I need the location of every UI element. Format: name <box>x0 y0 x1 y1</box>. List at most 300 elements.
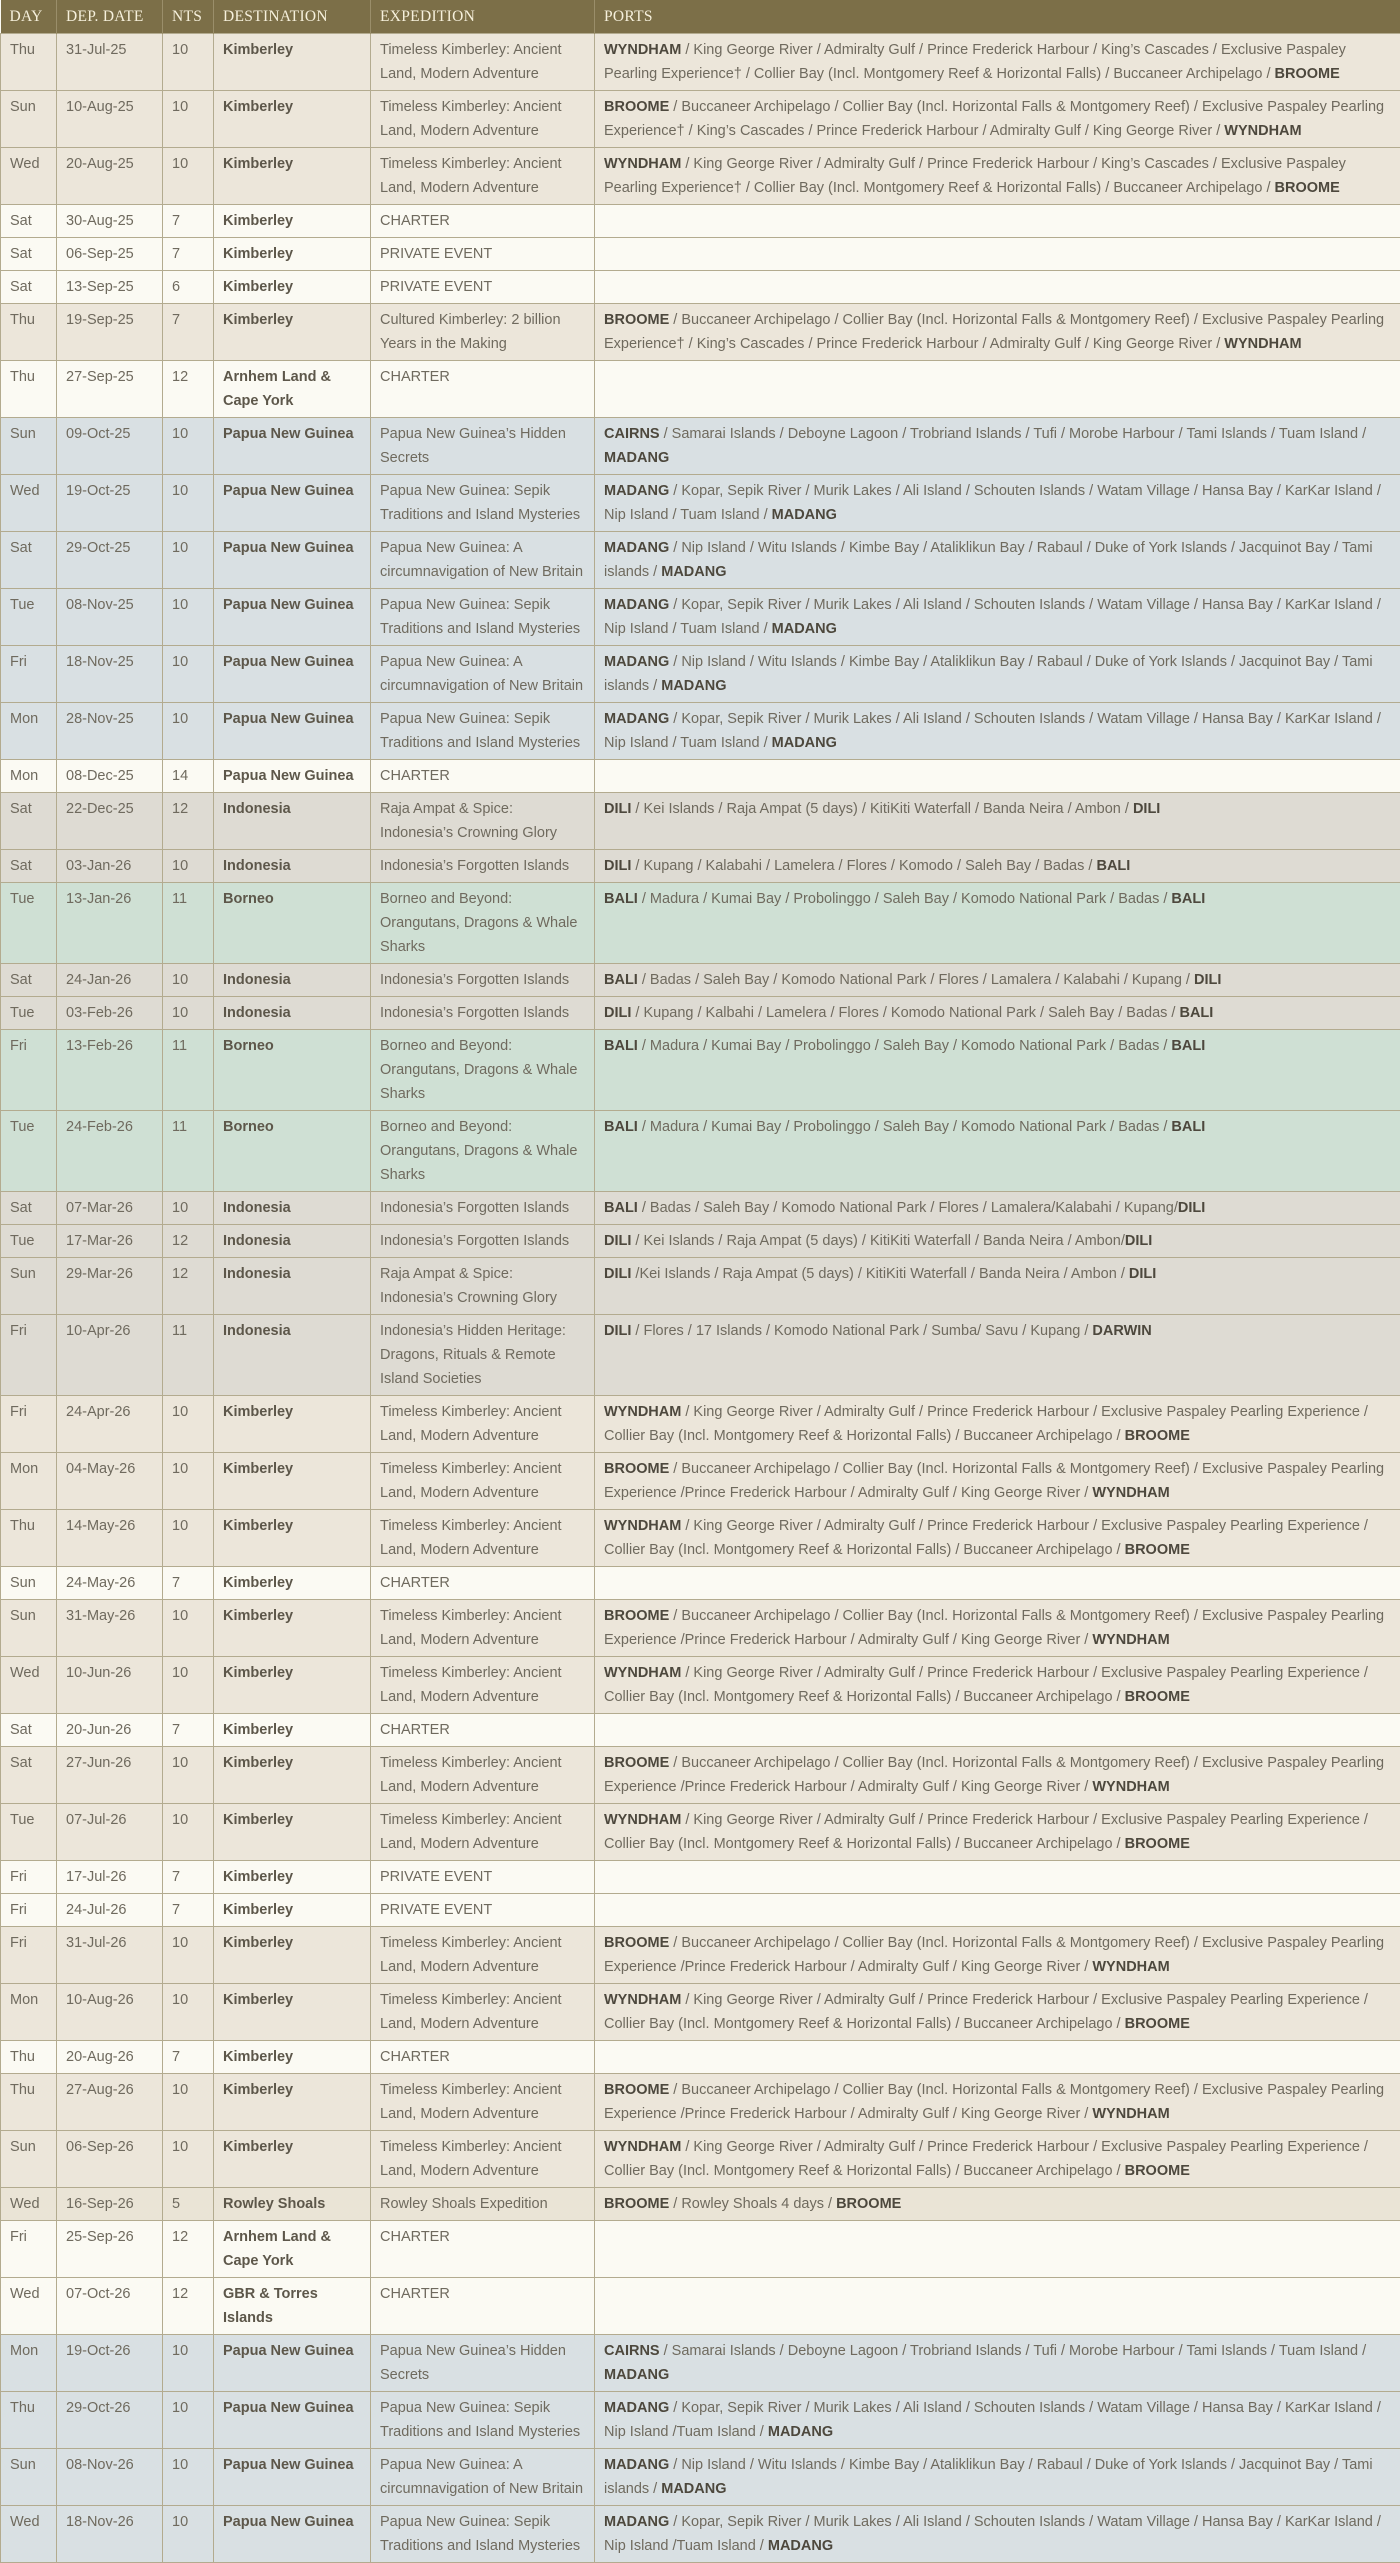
cell-destination: Papua New Guinea <box>214 589 371 646</box>
cell-ports <box>595 793 1400 850</box>
cell-nights: 14 <box>163 760 214 793</box>
cell-nights: 12 <box>163 1258 214 1315</box>
port-route: / Kopar, Sepik River / Murik Lakes / Ali Island / Schouten Islands / Watam Village / Hansa Bay / KarKar Island / Nip Island /Tuam Island / <box>604 2400 1381 2440</box>
port-endpoint: MADANG <box>661 678 726 694</box>
table-row <box>1 1567 1400 1600</box>
port-endpoint: BROOME <box>604 99 669 115</box>
cell-dep-date: 10-Jun-26 <box>57 1657 163 1714</box>
cell-day: Tue <box>1 1111 57 1192</box>
port-endpoint: MADANG <box>661 564 726 580</box>
port-endpoint: BROOME <box>604 2196 669 2212</box>
cell-day: Mon <box>1 1453 57 1510</box>
cell-ports <box>595 2506 1400 2563</box>
port-endpoint: WYNDHAM <box>604 1992 681 2008</box>
cell-dep-date: 04-May-26 <box>57 1453 163 1510</box>
cell-destination: Borneo <box>214 1030 371 1111</box>
cell-day: Wed <box>1 2506 57 2563</box>
cell-ports <box>595 883 1400 964</box>
cell-destination: Kimberley <box>214 1567 371 1600</box>
port-endpoint: WYNDHAM <box>1092 1632 1169 1648</box>
cell-expedition: Raja Ampat & Spice: Indonesia’s Crowning Glory <box>371 793 595 850</box>
port-endpoint: BROOME <box>604 312 669 328</box>
port-endpoint: BROOME <box>604 2082 669 2098</box>
cell-expedition: CHARTER <box>371 2041 595 2074</box>
cell-day: Sat <box>1 964 57 997</box>
cell-expedition: Timeless Kimberley: Ancient Land, Modern Adventure <box>371 1804 595 1861</box>
cell-ports <box>595 1861 1400 1894</box>
port-endpoint: MADANG <box>604 483 669 499</box>
cell-day: Thu <box>1 2074 57 2131</box>
cell-expedition: Rowley Shoals Expedition <box>371 2188 595 2221</box>
port-route: / Buccaneer Archipelago / Collier Bay (Incl. Horizontal Falls & Montgomery Reef) / Exclusive Paspaley Pearling Experience /Prince Frederick Harbour / Admiralty Gulf / King George River / <box>604 1608 1384 1648</box>
table-row <box>1 2131 1400 2188</box>
cell-expedition: Timeless Kimberley: Ancient Land, Modern Adventure <box>371 1396 595 1453</box>
port-endpoint: BROOME <box>1125 2163 1190 2179</box>
port-route: / Flores / 17 Islands / Komodo National Park / Sumba/ Savu / Kupang / <box>631 1323 1092 1339</box>
cell-ports <box>595 238 1400 271</box>
cell-nights: 10 <box>163 2335 214 2392</box>
table-row <box>1 1894 1400 1927</box>
cell-destination: Kimberley <box>214 1600 371 1657</box>
cell-dep-date: 29-Oct-25 <box>57 532 163 589</box>
cell-day: Wed <box>1 2278 57 2335</box>
port-endpoint: DILI <box>604 1323 631 1339</box>
table-row <box>1 964 1400 997</box>
port-endpoint: WYNDHAM <box>1092 1959 1169 1975</box>
table-row <box>1 475 1400 532</box>
cell-day: Sat <box>1 532 57 589</box>
cell-nights: 7 <box>163 304 214 361</box>
cell-dep-date: 27-Aug-26 <box>57 2074 163 2131</box>
port-endpoint: BROOME <box>836 2196 901 2212</box>
cell-expedition: Papua New Guinea’s Hidden Secrets <box>371 2335 595 2392</box>
cell-destination: Papua New Guinea <box>214 418 371 475</box>
cell-destination: GBR & Torres Islands <box>214 2278 371 2335</box>
port-endpoint: BALI <box>604 1119 638 1135</box>
cell-nights: 10 <box>163 2131 214 2188</box>
cell-day: Sat <box>1 205 57 238</box>
cell-day: Thu <box>1 2392 57 2449</box>
port-route: / King George River / Admiralty Gulf / Prince Frederick Harbour / Exclusive Paspaley Pearling Experience / Collier Bay (Incl. Montgomery Reef & Horizontal Falls) / Buccaneer Archipelago / <box>604 1518 1368 1558</box>
port-endpoint: DILI <box>604 801 631 817</box>
cell-nights: 7 <box>163 1861 214 1894</box>
cell-nights: 12 <box>163 2278 214 2335</box>
port-route: / King George River / Admiralty Gulf / Prince Frederick Harbour / Exclusive Paspaley Pearling Experience / Collier Bay (Incl. Montgomery Reef & Horizontal Falls) / Buccaneer Archipelago / <box>604 1992 1368 2032</box>
cell-expedition: Raja Ampat & Spice: Indonesia’s Crowning Glory <box>371 1258 595 1315</box>
table-row <box>1 2188 1400 2221</box>
cell-dep-date: 19-Oct-25 <box>57 475 163 532</box>
table-row <box>1 1600 1400 1657</box>
port-endpoint: WYNDHAM <box>1224 123 1301 139</box>
cell-expedition: Timeless Kimberley: Ancient Land, Modern Adventure <box>371 148 595 205</box>
cell-destination: Kimberley <box>214 2041 371 2074</box>
cell-nights: 5 <box>163 2188 214 2221</box>
cell-day: Thu <box>1 2041 57 2074</box>
cell-destination: Kimberley <box>214 238 371 271</box>
cell-destination: Kimberley <box>214 1657 371 1714</box>
port-endpoint: MADANG <box>772 735 837 751</box>
cell-destination: Arnhem Land & Cape York <box>214 361 371 418</box>
cell-dep-date: 20-Jun-26 <box>57 1714 163 1747</box>
cell-day: Fri <box>1 1396 57 1453</box>
port-route: / King George River / Admiralty Gulf / Prince Frederick Harbour / Exclusive Paspaley Pearling Experience / Collier Bay (Incl. Montgomery Reef & Horizontal Falls) / Buccaneer Archipelago / <box>604 1812 1368 1852</box>
header-dep-date: DEP. DATE <box>57 0 163 34</box>
port-endpoint: BALI <box>604 1038 638 1054</box>
cell-day: Fri <box>1 1030 57 1111</box>
cell-ports <box>595 418 1400 475</box>
cell-nights: 12 <box>163 793 214 850</box>
cell-ports <box>595 646 1400 703</box>
table-row <box>1 2074 1400 2131</box>
cell-dep-date: 29-Mar-26 <box>57 1258 163 1315</box>
table-row <box>1 883 1400 964</box>
cell-nights: 10 <box>163 589 214 646</box>
cell-destination: Kimberley <box>214 1510 371 1567</box>
port-endpoint: MADANG <box>604 2400 669 2416</box>
cell-ports <box>595 2392 1400 2449</box>
cell-ports <box>595 964 1400 997</box>
port-endpoint: WYNDHAM <box>1092 1485 1169 1501</box>
cell-day: Sun <box>1 1600 57 1657</box>
cell-expedition: Papua New Guinea: Sepik Traditions and Island Mysteries <box>371 589 595 646</box>
cell-destination: Papua New Guinea <box>214 475 371 532</box>
cell-destination: Indonesia <box>214 1315 371 1396</box>
cell-dep-date: 19-Sep-25 <box>57 304 163 361</box>
port-endpoint: MADANG <box>604 450 669 466</box>
cell-expedition: Borneo and Beyond: Orangutans, Dragons & Whale Sharks <box>371 883 595 964</box>
cell-nights: 7 <box>163 238 214 271</box>
port-endpoint: DARWIN <box>1092 1323 1151 1339</box>
cell-nights: 10 <box>163 2506 214 2563</box>
cell-destination: Papua New Guinea <box>214 532 371 589</box>
cell-expedition: Timeless Kimberley: Ancient Land, Modern Adventure <box>371 1453 595 1510</box>
port-endpoint: WYNDHAM <box>604 1812 681 1828</box>
cell-day: Sat <box>1 1714 57 1747</box>
port-endpoint: MADANG <box>772 621 837 637</box>
cell-day: Tue <box>1 589 57 646</box>
cell-dep-date: 10-Aug-25 <box>57 91 163 148</box>
table-row <box>1 271 1400 304</box>
cell-dep-date: 24-May-26 <box>57 1567 163 1600</box>
cell-day: Tue <box>1 1225 57 1258</box>
cell-ports <box>595 1111 1400 1192</box>
port-endpoint: DILI <box>1129 1266 1156 1282</box>
port-endpoint: BROOME <box>1125 2016 1190 2032</box>
cell-dep-date: 31-Jul-25 <box>57 34 163 91</box>
cell-nights: 10 <box>163 1657 214 1714</box>
cell-destination: Kimberley <box>214 1396 371 1453</box>
cell-destination: Papua New Guinea <box>214 703 371 760</box>
port-endpoint: BALI <box>1096 858 1130 874</box>
cell-destination: Kimberley <box>214 1984 371 2041</box>
port-endpoint: MADANG <box>604 540 669 556</box>
port-route: / Kei Islands / Raja Ampat (5 days) / KitiKiti Waterfall / Banda Neira / Ambon / <box>631 801 1133 817</box>
cell-ports <box>595 1894 1400 1927</box>
cell-day: Sat <box>1 238 57 271</box>
cell-dep-date: 18-Nov-25 <box>57 646 163 703</box>
cell-dep-date: 08-Nov-26 <box>57 2449 163 2506</box>
cell-expedition: Timeless Kimberley: Ancient Land, Modern Adventure <box>371 1510 595 1567</box>
cell-nights: 10 <box>163 91 214 148</box>
header-expedition: EXPEDITION <box>371 0 595 34</box>
cell-destination: Kimberley <box>214 205 371 238</box>
port-endpoint: DILI <box>604 858 631 874</box>
cell-destination: Indonesia <box>214 850 371 883</box>
table-row <box>1 1747 1400 1804</box>
cell-ports <box>595 91 1400 148</box>
table-row <box>1 34 1400 91</box>
table-row <box>1 205 1400 238</box>
cell-day: Wed <box>1 475 57 532</box>
port-endpoint: WYNDHAM <box>604 1404 681 1420</box>
table-row <box>1 532 1400 589</box>
table-body <box>1 34 1400 2563</box>
port-route: / Kopar, Sepik River / Murik Lakes / Ali Island / Schouten Islands / Watam Village / Hansa Bay / KarKar Island / Nip Island / Tuam Island / <box>604 597 1381 637</box>
cell-destination: Papua New Guinea <box>214 2392 371 2449</box>
cell-dep-date: 29-Oct-26 <box>57 2392 163 2449</box>
cell-dep-date: 16-Sep-26 <box>57 2188 163 2221</box>
cell-ports <box>595 2335 1400 2392</box>
port-endpoint: BROOME <box>1125 1689 1190 1705</box>
cell-dep-date: 31-Jul-26 <box>57 1927 163 1984</box>
cell-day: Sun <box>1 1258 57 1315</box>
port-endpoint: CAIRNS <box>604 2343 660 2359</box>
cell-destination: Kimberley <box>214 1861 371 1894</box>
cell-expedition: CHARTER <box>371 2278 595 2335</box>
cell-dep-date: 10-Apr-26 <box>57 1315 163 1396</box>
cell-expedition: Papua New Guinea: Sepik Traditions and Island Mysteries <box>371 703 595 760</box>
cell-expedition: Borneo and Beyond: Orangutans, Dragons & Whale Sharks <box>371 1111 595 1192</box>
port-route: / Kopar, Sepik River / Murik Lakes / Ali Island / Schouten Islands / Watam Village / Hansa Bay / KarKar Island / Nip Island / Tuam Island / <box>604 711 1381 751</box>
cell-ports <box>595 205 1400 238</box>
cell-expedition: PRIVATE EVENT <box>371 271 595 304</box>
table-header <box>1 0 1400 34</box>
cell-dep-date: 20-Aug-25 <box>57 148 163 205</box>
cell-ports <box>595 2188 1400 2221</box>
cell-day: Fri <box>1 2221 57 2278</box>
cell-day: Fri <box>1 1927 57 1984</box>
cell-ports <box>595 1657 1400 1714</box>
cell-dep-date: 09-Oct-25 <box>57 418 163 475</box>
cell-ports <box>595 589 1400 646</box>
port-endpoint: BROOME <box>1275 180 1340 196</box>
cell-destination: Indonesia <box>214 1258 371 1315</box>
cell-nights: 10 <box>163 964 214 997</box>
cell-day: Mon <box>1 703 57 760</box>
cell-ports <box>595 1984 1400 2041</box>
port-endpoint: WYNDHAM <box>1092 2106 1169 2122</box>
cell-day: Sat <box>1 1747 57 1804</box>
cell-dep-date: 31-May-26 <box>57 1600 163 1657</box>
cell-expedition: CHARTER <box>371 205 595 238</box>
cell-ports <box>595 703 1400 760</box>
cell-ports <box>595 2278 1400 2335</box>
cell-nights: 11 <box>163 1111 214 1192</box>
table-row <box>1 997 1400 1030</box>
cell-ports <box>595 34 1400 91</box>
port-route: / Kei Islands / Raja Ampat (5 days) / KitiKiti Waterfall / Banda Neira / Ambon/ <box>631 1233 1124 1249</box>
cell-day: Thu <box>1 1510 57 1567</box>
port-route: /Kei Islands / Raja Ampat (5 days) / KitiKiti Waterfall / Banda Neira / Ambon / <box>631 1266 1129 1282</box>
cell-destination: Indonesia <box>214 1225 371 1258</box>
cell-nights: 10 <box>163 2392 214 2449</box>
table-row <box>1 760 1400 793</box>
table-row <box>1 1510 1400 1567</box>
cell-dep-date: 13-Feb-26 <box>57 1030 163 1111</box>
cell-destination: Kimberley <box>214 304 371 361</box>
cell-expedition: CHARTER <box>371 361 595 418</box>
cell-dep-date: 13-Jan-26 <box>57 883 163 964</box>
header-day: DAY <box>1 0 57 34</box>
table-row <box>1 2278 1400 2335</box>
cell-destination: Kimberley <box>214 1894 371 1927</box>
port-endpoint: DILI <box>1125 1233 1152 1249</box>
table-row <box>1 2506 1400 2563</box>
cell-nights: 11 <box>163 1030 214 1111</box>
cell-nights: 7 <box>163 1714 214 1747</box>
cell-destination: Papua New Guinea <box>214 2335 371 2392</box>
cell-dep-date: 25-Sep-26 <box>57 2221 163 2278</box>
port-route: / Samarai Islands / Deboyne Lagoon / Trobriand Islands / Tufi / Morobe Harbour / Tami Islands / Tuam Island / <box>660 2343 1367 2359</box>
cell-dep-date: 17-Mar-26 <box>57 1225 163 1258</box>
table-row <box>1 361 1400 418</box>
cell-destination: Arnhem Land & Cape York <box>214 2221 371 2278</box>
port-route: / Badas / Saleh Bay / Komodo National Park / Flores / Lamalera/Kalabahi / Kupang/ <box>638 1200 1178 1216</box>
table-row <box>1 1396 1400 1453</box>
cell-ports <box>595 2131 1400 2188</box>
port-endpoint: WYNDHAM <box>604 1665 681 1681</box>
cell-dep-date: 17-Jul-26 <box>57 1861 163 1894</box>
table-row <box>1 304 1400 361</box>
cell-expedition: Indonesia’s Forgotten Islands <box>371 1192 595 1225</box>
cell-ports <box>595 850 1400 883</box>
cell-expedition: Timeless Kimberley: Ancient Land, Modern Adventure <box>371 1927 595 1984</box>
port-route: / Buccaneer Archipelago / Collier Bay (Incl. Horizontal Falls & Montgomery Reef) / Exclusive Paspaley Pearling Experience /Prince Frederick Harbour / Admiralty Gulf / King George River / <box>604 2082 1384 2122</box>
table-row <box>1 1927 1400 1984</box>
port-endpoint: BALI <box>1171 1038 1205 1054</box>
cell-expedition: Timeless Kimberley: Ancient Land, Modern Adventure <box>371 34 595 91</box>
cell-ports <box>595 532 1400 589</box>
cell-nights: 7 <box>163 205 214 238</box>
cell-ports <box>595 2221 1400 2278</box>
cell-nights: 11 <box>163 1315 214 1396</box>
port-endpoint: DILI <box>1178 1200 1205 1216</box>
port-route: / Madura / Kumai Bay / Probolinggo / Saleh Bay / Komodo National Park / Badas / <box>638 1119 1172 1135</box>
cell-dep-date: 06-Sep-25 <box>57 238 163 271</box>
cell-day: Sun <box>1 2449 57 2506</box>
cell-ports <box>595 1258 1400 1315</box>
cell-expedition: Timeless Kimberley: Ancient Land, Modern Adventure <box>371 91 595 148</box>
port-route: / Samarai Islands / Deboyne Lagoon / Trobriand Islands / Tufi / Morobe Harbour / Tami Islands / Tuam Island / <box>660 426 1367 442</box>
port-endpoint: WYNDHAM <box>604 42 681 58</box>
port-route: / King George River / Admiralty Gulf / Prince Frederick Harbour / King’s Cascades / Exclusive Paspaley Pearling Experience† / Collier Bay (Incl. Montgomery Reef & Horizontal Falls) / Buccaneer Archipelago / <box>604 42 1346 82</box>
table-row <box>1 91 1400 148</box>
cell-expedition: CHARTER <box>371 1714 595 1747</box>
cell-day: Sun <box>1 2131 57 2188</box>
cell-ports <box>595 475 1400 532</box>
table-row <box>1 2041 1400 2074</box>
cell-ports <box>595 1714 1400 1747</box>
port-route: / Buccaneer Archipelago / Collier Bay (Incl. Horizontal Falls & Montgomery Reef) / Exclusive Paspaley Pearling Experience /Prince Frederick Harbour / Admiralty Gulf / King George River / <box>604 1461 1384 1501</box>
cell-destination: Kimberley <box>214 271 371 304</box>
cell-destination: Borneo <box>214 1111 371 1192</box>
cell-expedition: Papua New Guinea: Sepik Traditions and Island Mysteries <box>371 2506 595 2563</box>
cell-nights: 10 <box>163 1510 214 1567</box>
cell-nights: 10 <box>163 532 214 589</box>
cell-day: Sat <box>1 1192 57 1225</box>
cell-destination: Papua New Guinea <box>214 2506 371 2563</box>
cell-expedition: CHARTER <box>371 1567 595 1600</box>
cell-ports <box>595 1396 1400 1453</box>
cell-nights: 10 <box>163 1927 214 1984</box>
port-route: / Buccaneer Archipelago / Collier Bay (Incl. Horizontal Falls & Montgomery Reef) / Exclusive Paspaley Pearling Experience† / King’s Cascades / Prince Frederick Harbour / Admiralty Gulf / King George River / <box>604 312 1384 352</box>
cell-expedition: CHARTER <box>371 2221 595 2278</box>
header-ports: PORTS <box>595 0 1400 34</box>
cell-ports <box>595 2074 1400 2131</box>
port-endpoint: MADANG <box>772 507 837 523</box>
port-endpoint: BROOME <box>1125 1542 1190 1558</box>
table-row <box>1 1453 1400 1510</box>
cell-destination: Kimberley <box>214 2074 371 2131</box>
cell-expedition: Indonesia’s Forgotten Islands <box>371 850 595 883</box>
port-endpoint: BALI <box>604 891 638 907</box>
cell-nights: 10 <box>163 1804 214 1861</box>
cell-day: Mon <box>1 1984 57 2041</box>
port-route: / King George River / Admiralty Gulf / Prince Frederick Harbour / Exclusive Paspaley Pearling Experience / Collier Bay (Incl. Montgomery Reef & Horizontal Falls) / Buccaneer Archipelago / <box>604 1404 1368 1444</box>
port-endpoint: MADANG <box>768 2424 833 2440</box>
cell-expedition: Timeless Kimberley: Ancient Land, Modern Adventure <box>371 1600 595 1657</box>
cell-destination: Kimberley <box>214 1453 371 1510</box>
cell-nights: 10 <box>163 418 214 475</box>
cell-day: Sat <box>1 271 57 304</box>
cell-dep-date: 03-Feb-26 <box>57 997 163 1030</box>
cell-ports <box>595 148 1400 205</box>
cell-day: Thu <box>1 304 57 361</box>
port-endpoint: MADANG <box>604 2514 669 2530</box>
cell-day: Tue <box>1 1804 57 1861</box>
cell-expedition: Timeless Kimberley: Ancient Land, Modern Adventure <box>371 1747 595 1804</box>
header-row <box>1 0 1400 34</box>
table-row <box>1 2221 1400 2278</box>
cell-expedition: Cultured Kimberley: 2 billion Years in the Making <box>371 304 595 361</box>
cell-day: Mon <box>1 2335 57 2392</box>
cell-dep-date: 27-Sep-25 <box>57 361 163 418</box>
header-nights: NTS <box>163 0 214 34</box>
cell-destination: Borneo <box>214 883 371 964</box>
port-endpoint: MADANG <box>661 2481 726 2497</box>
header-destination: DESTINATION <box>214 0 371 34</box>
port-endpoint: BALI <box>604 972 638 988</box>
cell-destination: Papua New Guinea <box>214 646 371 703</box>
cell-day: Fri <box>1 646 57 703</box>
cell-destination: Kimberley <box>214 1927 371 1984</box>
cell-day: Thu <box>1 361 57 418</box>
port-route: / Buccaneer Archipelago / Collier Bay (Incl. Horizontal Falls & Montgomery Reef) / Exclusive Paspaley Pearling Experience /Prince Frederick Harbour / Admiralty Gulf / King George River / <box>604 1935 1384 1975</box>
cell-expedition: PRIVATE EVENT <box>371 1894 595 1927</box>
cell-dep-date: 08-Nov-25 <box>57 589 163 646</box>
cell-dep-date: 14-May-26 <box>57 1510 163 1567</box>
port-endpoint: BALI <box>604 1200 638 1216</box>
port-route: / Madura / Kumai Bay / Probolinggo / Saleh Bay / Komodo National Park / Badas / <box>638 1038 1172 1054</box>
cell-expedition: Timeless Kimberley: Ancient Land, Modern Adventure <box>371 1984 595 2041</box>
cell-expedition: Indonesia’s Forgotten Islands <box>371 1225 595 1258</box>
cell-nights: 10 <box>163 1600 214 1657</box>
cell-nights: 10 <box>163 646 214 703</box>
cell-day: Tue <box>1 997 57 1030</box>
cell-dep-date: 24-Feb-26 <box>57 1111 163 1192</box>
cell-destination: Indonesia <box>214 997 371 1030</box>
cell-destination: Kimberley <box>214 2131 371 2188</box>
